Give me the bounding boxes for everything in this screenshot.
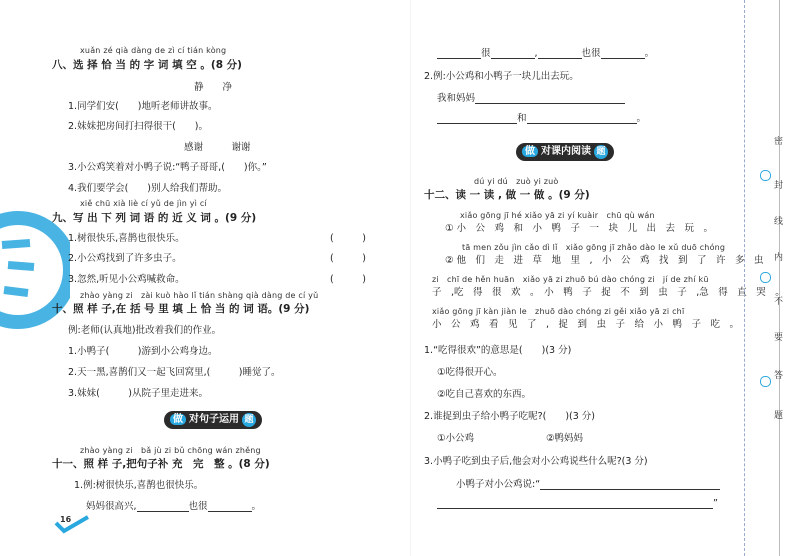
r-q2-blank-3[interactable]: [527, 113, 637, 124]
s11-fragment-2: 也很: [188, 501, 208, 512]
r-fragment-3: 也很: [581, 48, 601, 59]
s9-question-2: 2.小公鸡找到了许多虫子。: [68, 253, 182, 264]
section-9-title: 九、写 出 下 列 词 语 的 近 义 词 。(9 分): [52, 212, 257, 224]
s12-question-2: 2.谁捉到虫子给小鸭子吃呢?( )(3 分): [424, 411, 595, 422]
s8-options-1: 静 净: [194, 82, 233, 93]
seal-line-sidebar: [730, 0, 800, 556]
page-number: 16: [60, 515, 72, 524]
r-fragment-1: 很: [481, 48, 491, 59]
section-12-title: 十二、读 一 读 , 做 一 做 。(9 分): [424, 189, 590, 201]
passage-2-pinyin: tā men zǒu jìn cǎo dì lǐ xiǎo gōng jī zhǎo dào le xǔ duō chóng: [462, 243, 726, 252]
r-blank-1[interactable]: [437, 48, 481, 59]
badge-key: 做: [170, 414, 186, 425]
s9-answer-paren-3[interactable]: ( ): [330, 274, 366, 285]
s9-answer-paren-2[interactable]: ( ): [330, 253, 366, 264]
section-11-title: 十一、照 样 子,把句子补 充 完 整 。(8 分): [52, 458, 270, 470]
s11-fragment-3: 。: [251, 501, 262, 512]
s12-question-3: 3.小鸭子吃到虫子后,他会对小公鸡说些什么呢?(3 分): [424, 456, 648, 467]
seal-char-4: 内: [774, 253, 784, 263]
s9-question-3: 3.忽然,听见小公鸡喊救命。: [68, 274, 185, 285]
passage-sentence-1: ① 小 公 鸡 和 小 鸭 子 一 块 儿 出 去 玩 。: [445, 223, 714, 234]
s10-pinyin: zhào yàng zi zài kuò hào lǐ tián shàng qià dàng de cí yǔ: [80, 291, 319, 300]
seal-char-1: 密: [774, 137, 784, 147]
passage-sentence-3: 子 ,吃 得 很 欢 。 小 鸭 子 捉 不 到 虫 子 ,急 得 直 哭 。: [432, 287, 785, 298]
s12-q3-blank-1[interactable]: [540, 479, 720, 490]
s9-question-1: 1.树很快乐,喜鹊也很快乐。: [68, 233, 185, 244]
s12-q3-blank-2[interactable]: [437, 498, 713, 509]
badge-title: 对句子运用: [189, 414, 239, 425]
sentence-section-badge: [164, 411, 262, 429]
passage-sentence-2: ② 他 们 走 进 草 地 里 , 小 公 鸡 找 到 了 许 多 虫: [445, 255, 764, 266]
seal-char-8: 题: [774, 411, 784, 421]
s12-q1-option-2[interactable]: ②吃自己喜欢的东西。: [437, 389, 532, 400]
seal-line: [779, 0, 780, 556]
s8-question-3: 3.小公鸡笑着对小鸭子说:“鸭子哥哥,( )你。”: [68, 162, 267, 173]
r-question-2: 2.例:小公鸡和小鸭子一块儿出去玩。: [424, 71, 579, 82]
s11-pinyin: zhào yàng zi bǎ jù zi bǔ chōng wán zhěng: [80, 446, 261, 455]
r-continued-answer-line: [437, 45, 654, 59]
passage-4-pinyin: xiǎo gōng jī kàn jiàn le zhuō dào chóng zi gěi xiǎo yā zi chī: [432, 307, 685, 316]
badge-key: 做: [522, 146, 538, 157]
seal-char-7: 答: [774, 371, 784, 381]
s10-example: 例:老师(认真地)批改着我们的作业。: [68, 325, 222, 336]
s12-q2-option-1[interactable]: ①小公鸡: [437, 433, 475, 444]
r-q2-fragment-3: 。: [636, 113, 647, 124]
reading-section-badge: [516, 143, 614, 161]
s8-options-2: 感谢 谢谢: [184, 142, 251, 153]
s11-fragment-1: 妈妈很高兴,: [86, 501, 137, 512]
binding-hole-icon: [760, 170, 771, 181]
seal-char-2: 封: [774, 181, 784, 191]
seal-char-3: 线: [774, 217, 784, 227]
badge-title: 对课内阅读: [541, 146, 591, 157]
s10-question-2: 2.天一黑,喜鹊们又一起飞回窝里,( )睡觉了。: [68, 367, 281, 378]
s11-blank-1[interactable]: [137, 501, 189, 512]
s11-question-1: 1.例:树很快乐,喜鹊也很快乐。: [74, 480, 204, 491]
seal-char-6: 要: [774, 333, 784, 343]
passage-1-pinyin: xiǎo gōng jī hé xiǎo yā zi yí kuàir chū qù wán: [460, 211, 655, 220]
r-q2-fragment-2: 和: [517, 113, 527, 124]
page-fold: [410, 0, 411, 556]
s10-question-1: 1.小鸭子( )游到小公鸡身边。: [68, 346, 218, 357]
s11-answer-line: [86, 498, 261, 512]
r-question-2-answer: [437, 90, 625, 104]
s10-question-3: 3.妹妹( )从院子里走进来。: [68, 388, 208, 399]
s12-q3-close-quote: ”: [713, 498, 718, 509]
s12-q3-prefix: 小鸭子对小公鸡说:“: [456, 479, 541, 490]
s9-answer-paren-1[interactable]: ( ): [330, 233, 366, 244]
s12-pinyin: dú yi dú zuò yi zuò: [474, 177, 559, 186]
s8-question-1: 1.同学们安( )地听老师讲故事。: [68, 101, 218, 112]
seal-char-5: 不: [774, 297, 784, 307]
r-fragment-2: ,: [534, 48, 538, 59]
r-question-2-answer-line-2: [437, 110, 646, 124]
passage-3-pinyin: zi chī de hěn huān xiǎo yā zi zhuō bú dào chóng zi jí de zhí kū: [432, 275, 709, 284]
r-blank-3[interactable]: [538, 48, 582, 59]
section-10-title: 十、照 样 子,在 括 号 里 填 上 恰 当 的 词 语。(9 分): [52, 303, 310, 315]
s8-question-2: 2.妹妹把房间打扫得很干( )。: [68, 121, 208, 132]
s11-blank-2[interactable]: [208, 501, 252, 512]
s8-pinyin: xuǎn zé qià dàng de zì cí tián kòng: [80, 46, 227, 55]
badge-end: 题: [594, 145, 608, 159]
s8-question-4: 4.我们要学会( )别人给我们帮助。: [68, 183, 227, 194]
r-q2-blank[interactable]: [475, 93, 625, 104]
r-fragment-4: 。: [644, 48, 655, 59]
s12-q3-answer-line-1: [456, 476, 720, 490]
r-q2-fragment-1: 我和妈妈: [437, 93, 476, 104]
s12-q2-option-2[interactable]: ②鸭妈妈: [546, 433, 584, 444]
binding-hole-icon: [760, 272, 771, 283]
cut-dashed-line: [744, 0, 745, 556]
binding-hole-icon: [760, 376, 771, 387]
passage-sentence-4: 小 公 鸡 看 见 了 , 捉 到 虫 子 给 小 鸭 子 吃 。: [432, 319, 740, 330]
s12-question-1: 1.“吃得很欢”的意思是( )(3 分): [424, 345, 572, 356]
s12-q3-answer-line-2: [437, 498, 718, 509]
r-blank-2[interactable]: [491, 48, 535, 59]
r-blank-4[interactable]: [601, 48, 645, 59]
r-q2-blank-2[interactable]: [437, 113, 517, 124]
section-8-title: 八、选 择 恰 当 的 字 词 填 空 。(8 分): [52, 59, 242, 71]
s9-pinyin: xiě chū xià liè cí yǔ de jìn yì cí: [80, 199, 207, 208]
s12-q1-option-1[interactable]: ①吃得很开心。: [437, 367, 503, 378]
badge-end: 题: [242, 413, 256, 427]
